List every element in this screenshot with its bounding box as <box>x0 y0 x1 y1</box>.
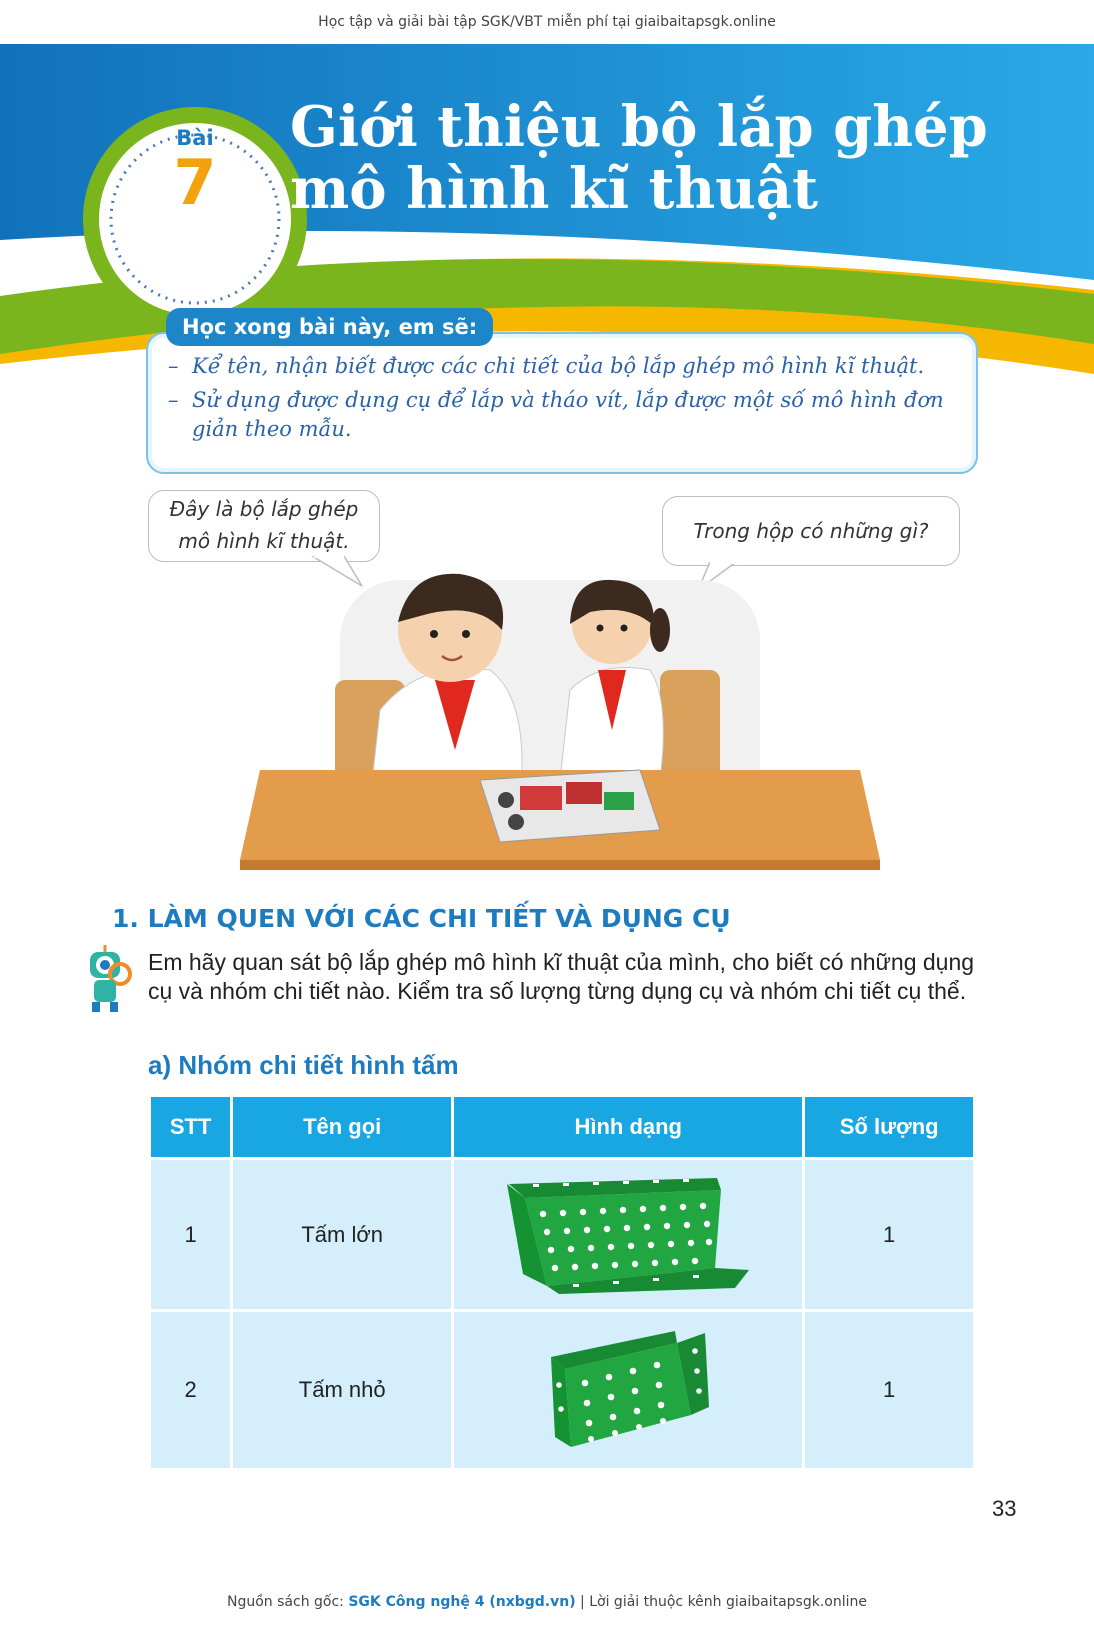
col-header-name: Tên gọi <box>232 1096 453 1159</box>
section-heading: 1. LÀM QUEN VỚI CÁC CHI TIẾT VÀ DỤNG CỤ <box>112 904 731 933</box>
objectives-list <box>168 352 968 449</box>
cell-name: Tấm nhỏ <box>232 1311 453 1470</box>
cell-quantity: 1 <box>804 1159 975 1311</box>
page-number: 33 <box>992 1496 1017 1521</box>
pupils-illustration <box>220 560 900 892</box>
cell-stt: 2 <box>150 1311 232 1470</box>
footer-source-link[interactable]: SGK Công nghệ 4 (nxbgd.vn) <box>348 1594 576 1610</box>
title-line-2: mô hình kĩ thuật <box>290 156 819 222</box>
small-green-plate-icon <box>543 1325 713 1449</box>
col-header-quantity: Số lượng <box>804 1096 975 1159</box>
robot-icon <box>80 944 136 1014</box>
cell-shape <box>453 1311 804 1470</box>
objective-item: – Sử dụng được dụng cụ để lắp và tháo vít, lắp được một số mô hình đơn giản theo mẫu. <box>168 386 968 444</box>
col-header-stt: STT <box>150 1096 232 1159</box>
bubble-line: mô hình kĩ thuật. <box>178 529 350 553</box>
table-header-row <box>150 1096 975 1159</box>
objective-item: – Kể tên, nhận biết được các chi tiết của bộ lắp ghép mô hình kĩ thuật. <box>168 352 968 381</box>
cell-shape <box>453 1159 804 1311</box>
page-title <box>290 96 1080 220</box>
footer-note <box>0 1594 1094 1610</box>
large-green-plate-icon <box>503 1170 753 1294</box>
lesson-number: 7 <box>173 146 217 219</box>
parts-table <box>148 1094 976 1471</box>
bubble-line: Đây là bộ lắp ghép <box>169 497 359 521</box>
table-row <box>150 1159 975 1311</box>
col-header-shape: Hình dạng <box>453 1096 804 1159</box>
lesson-label: Bài <box>176 126 214 150</box>
subsection-heading: a) Nhóm chi tiết hình tấm <box>148 1050 459 1080</box>
title-line-1: Giới thiệu bộ lắp ghép <box>290 94 988 160</box>
footer-prefix: Nguồn sách gốc: <box>227 1594 349 1610</box>
table-row <box>150 1311 975 1470</box>
footer-suffix: | Lời giải thuộc kênh giaibaitapsgk.online <box>575 1594 867 1610</box>
cell-stt: 1 <box>150 1159 232 1311</box>
objectives-heading: Học xong bài này, em sẽ: <box>166 308 493 346</box>
speech-bubble-girl: Trong hộp có những gì? <box>662 496 960 566</box>
cell-quantity: 1 <box>804 1311 975 1470</box>
instruction-text: Em hãy quan sát bộ lắp ghép mô hình kĩ thuật của mình, cho biết có những dụng cụ và nhóm chi tiết nào. Kiểm tra số lượng từng dụng cụ và nhóm chi tiết cụ thể. <box>148 949 975 1004</box>
header-note: Học tập và giải bài tập SGK/VBT miễn phí tại giaibaitapsgk.online <box>318 14 776 30</box>
speech-bubble-boy <box>148 490 380 562</box>
cell-name: Tấm lớn <box>232 1159 453 1311</box>
